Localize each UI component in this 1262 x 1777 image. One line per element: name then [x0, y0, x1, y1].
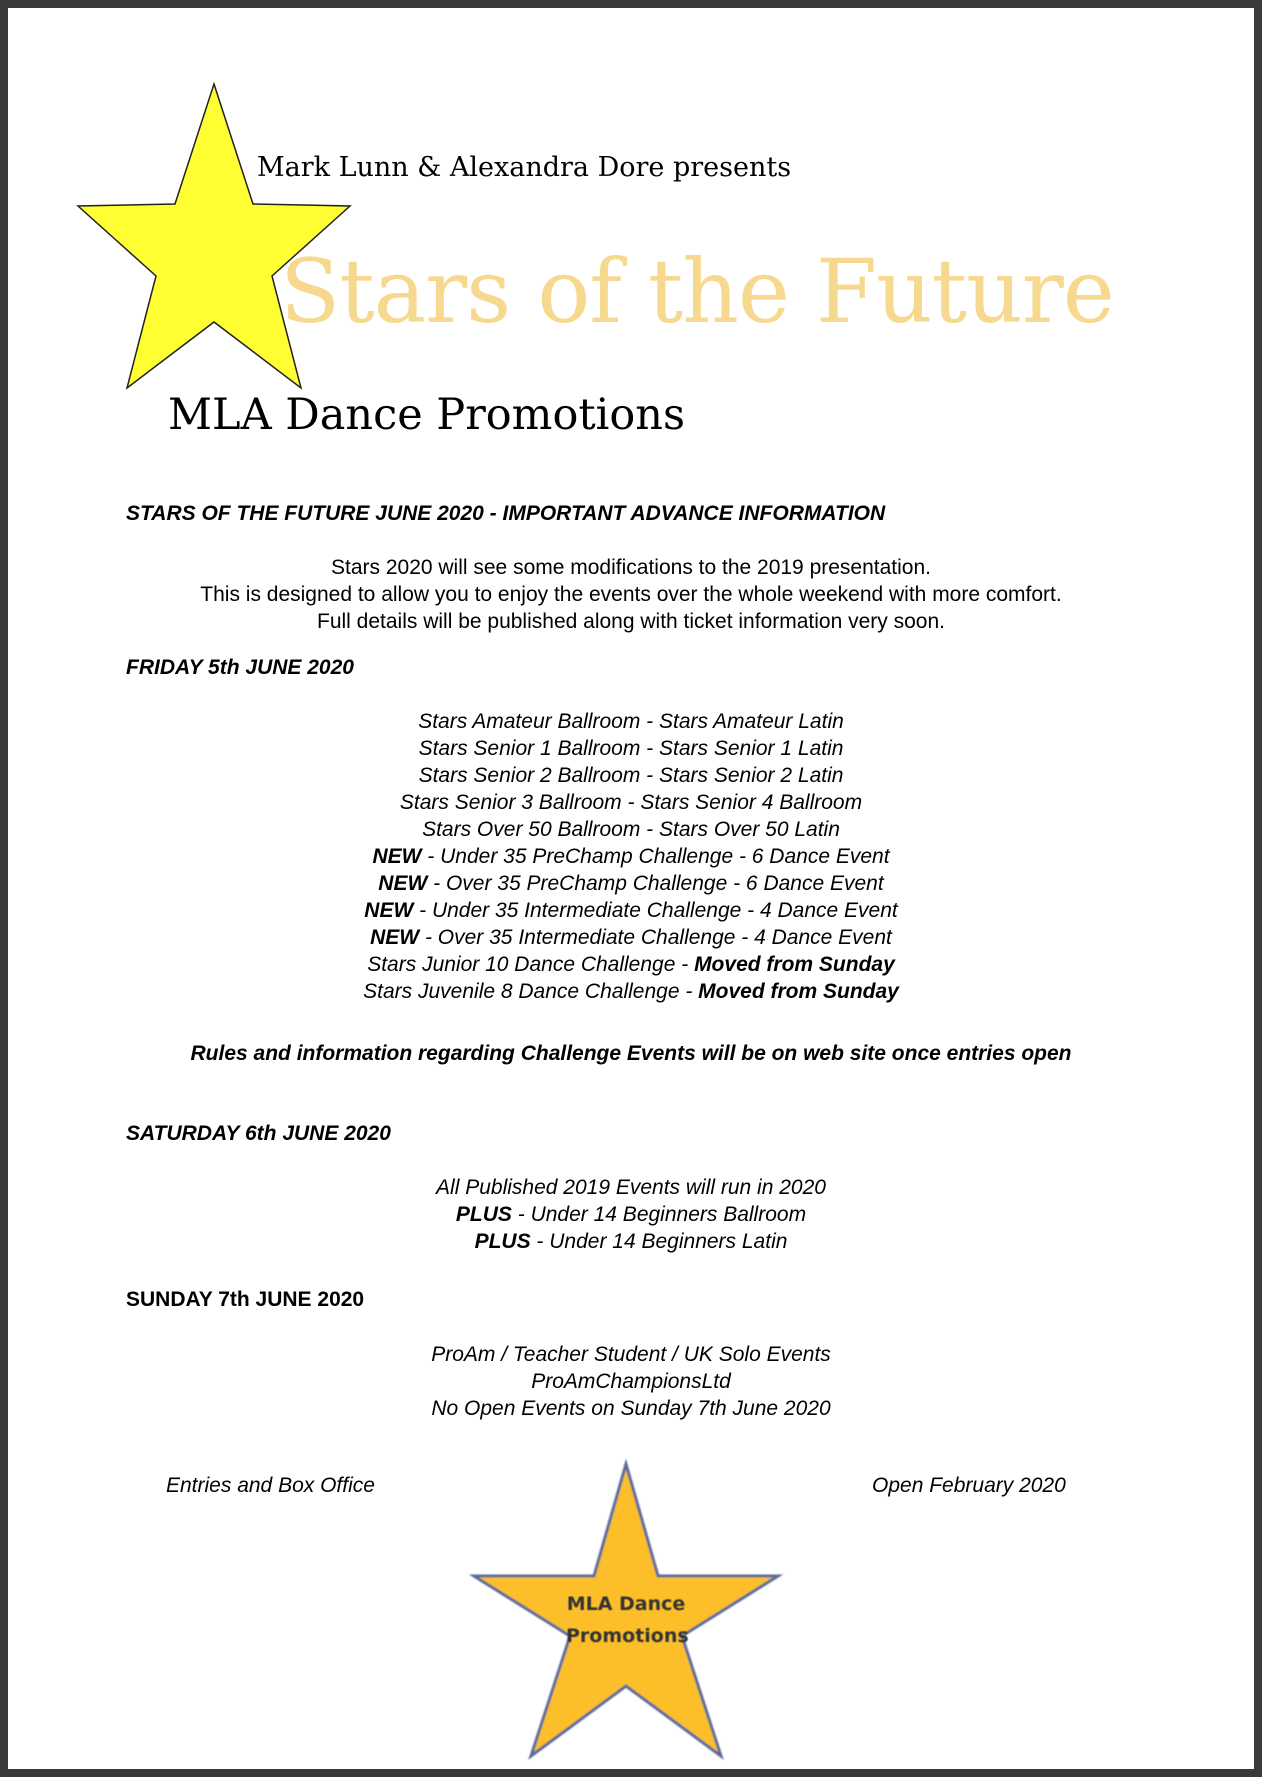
friday-events: [8, 708, 1254, 1005]
moved-event-line: Stars Junior 10 Dance Challenge - Moved from Sunday: [367, 953, 895, 976]
event-line: ProAmChampionsLtd: [531, 1370, 731, 1393]
rules-note: Rules and information regarding Challenge Events will be on web site once entries open: [190, 1042, 1072, 1065]
star-icon: [8, 8, 1254, 420]
saturday-heading: SATURDAY 6th JUNE 2020: [126, 1122, 391, 1145]
open-date-label: Open February 2020: [872, 1474, 1066, 1497]
moved-event-line: Stars Juvenile 8 Dance Challenge - Moved from Sunday: [363, 980, 899, 1003]
event-title: Stars of the Future: [280, 240, 1114, 343]
event-line: All Published 2019 Events will run in 2020: [436, 1176, 826, 1199]
new-tag: NEW: [372, 845, 422, 868]
event-line: Stars Senior 3 Ballroom - Stars Senior 4 Ballroom: [399, 791, 863, 814]
new-event-line: NEW - Over 35 Intermediate Challenge - 4 Dance Event: [370, 926, 892, 949]
new-event-line: NEW - Under 35 PreChamp Challenge - 6 Dance Event: [372, 845, 890, 868]
new-tag: NEW: [378, 872, 428, 895]
event-line: ProAm / Teacher Student / UK Solo Events: [431, 1343, 831, 1366]
logo-text: MLA Dance Promotions: [566, 1593, 689, 1647]
entries-label: Entries and Box Office: [166, 1474, 375, 1497]
new-tag: NEW: [364, 899, 414, 922]
advance-heading: STARS OF THE FUTURE JUNE 2020 - IMPORTANT ADVANCE INFORMATION: [126, 502, 886, 525]
event-line: Stars Senior 1 Ballroom - Stars Senior 1 Latin: [418, 737, 844, 760]
event-line: Stars Over 50 Ballroom - Stars Over 50 Latin: [422, 818, 840, 841]
friday-heading: FRIDAY 5th JUNE 2020: [126, 656, 354, 679]
moved-tag: Moved from Sunday: [698, 980, 899, 1003]
new-event-line: NEW - Under 35 Intermediate Challenge - 4 Dance Event: [364, 899, 898, 922]
new-event-line: NEW - Over 35 PreChamp Challenge - 6 Dance Event: [378, 872, 884, 895]
new-tag: NEW: [370, 926, 420, 949]
advance-line: This is designed to allow you to enjoy the events over the whole weekend with more comfort.: [200, 583, 1062, 606]
plus-event-line: PLUS - Under 14 Beginners Latin: [474, 1230, 788, 1253]
sunday-events: [8, 1341, 1254, 1422]
event-line: Stars Amateur Ballroom - Stars Amateur Latin: [418, 710, 844, 733]
plus-tag: PLUS: [474, 1230, 531, 1253]
plus-event-line: PLUS - Under 14 Beginners Ballroom: [455, 1203, 807, 1226]
moved-tag: Moved from Sunday: [694, 953, 895, 976]
advance-info: [8, 554, 1254, 635]
saturday-events: [8, 1174, 1254, 1255]
plus-tag: PLUS: [455, 1203, 512, 1226]
event-line: No Open Events on Sunday 7th June 2020: [431, 1397, 831, 1420]
document-page: [8, 8, 1254, 1769]
sunday-heading: SUNDAY 7th JUNE 2020: [126, 1288, 365, 1311]
event-line: Stars Senior 2 Ballroom - Stars Senior 2 Latin: [418, 764, 844, 787]
advance-line: Full details will be published along with ticket information very soon.: [317, 610, 945, 633]
advance-line: Stars 2020 will see some modifications to the 2019 presentation.: [330, 556, 931, 579]
presents-line: Mark Lunn & Alexandra Dore presents: [257, 152, 792, 183]
organizer-name: MLA Dance Promotions: [168, 390, 686, 440]
